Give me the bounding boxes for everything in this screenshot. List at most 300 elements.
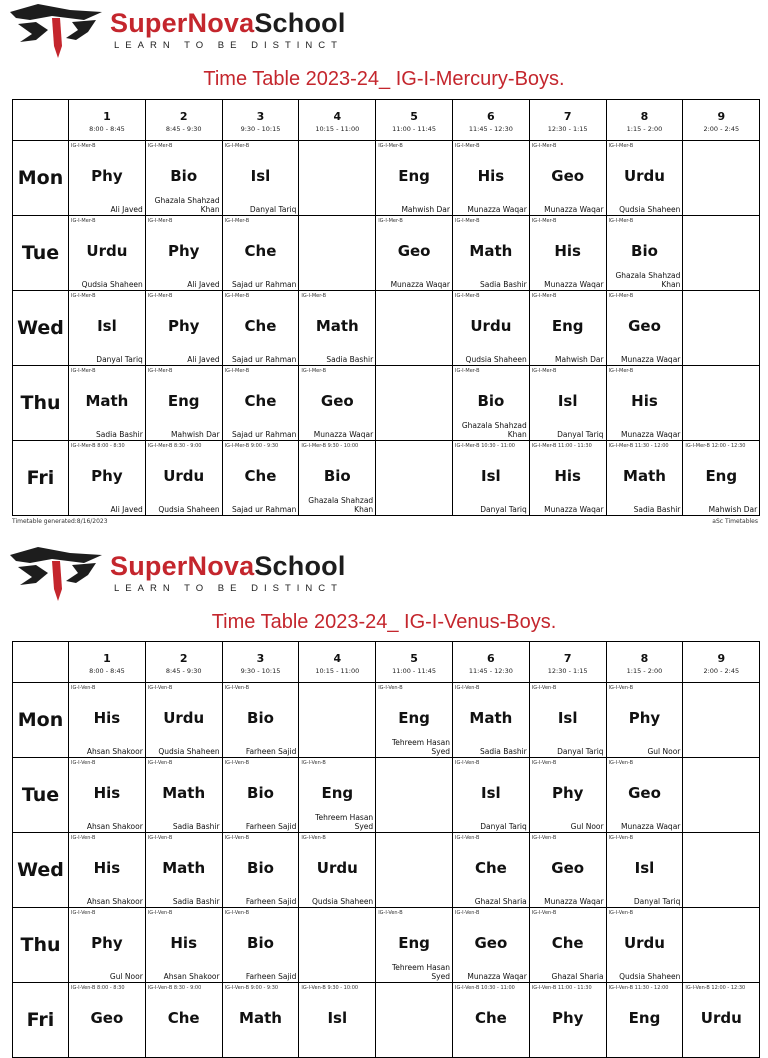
lesson-cell xyxy=(376,983,453,1058)
corner-cell xyxy=(13,642,69,683)
period-number: 3 xyxy=(256,110,265,123)
lesson-subject: Eng xyxy=(398,934,430,952)
lesson-teacher: Danyal Tariq xyxy=(480,505,527,514)
day-row xyxy=(13,291,760,366)
lesson-code: IG-I-Ven-B xyxy=(147,760,173,766)
lesson-code: IG-I-Mer-B xyxy=(531,293,557,299)
lesson-cell xyxy=(69,366,146,441)
lesson-subject: Urdu xyxy=(623,167,665,185)
lesson-subject: Phy xyxy=(551,1009,584,1027)
lesson-cell xyxy=(222,291,299,366)
lesson-code: IG-I-Mer-B 11:30 - 12:00 xyxy=(608,443,669,449)
lesson-code: IG-I-Mer-B xyxy=(378,143,403,149)
lesson-code: IG-I-Ven-B xyxy=(454,835,480,841)
lesson-cell xyxy=(529,683,606,758)
lesson-subject: Che xyxy=(474,1009,507,1027)
lesson-code: IG-I-Ven-B 9:00 - 9:30 xyxy=(224,985,279,991)
lesson-cell xyxy=(683,366,760,441)
period-header xyxy=(145,642,222,683)
lesson-code: IG-I-Mer-B xyxy=(608,293,634,299)
lesson-code: IG-I-Mer-B xyxy=(454,368,480,374)
lesson-code: IG-I-Ven-B xyxy=(301,760,326,766)
lesson-cell xyxy=(683,683,760,758)
period-time: 12:30 - 1:15 xyxy=(547,667,588,675)
lesson-cell xyxy=(222,833,299,908)
lesson-teacher: Sadia Bashir xyxy=(326,355,374,364)
lesson-teacher: Sadia Bashir xyxy=(172,822,220,831)
lesson-teacher: Munazza Waqar xyxy=(544,280,604,289)
lesson-subject: Bio xyxy=(631,242,658,260)
lesson-cell xyxy=(452,758,529,833)
day-row xyxy=(13,683,760,758)
timetable-section-venus xyxy=(0,543,768,1031)
timetable-grid xyxy=(12,99,760,516)
lesson-teacher: Munazza Waqar xyxy=(390,280,450,289)
lesson-subject: Isl xyxy=(327,1009,348,1027)
lesson-code: IG-I-Ven-B xyxy=(71,760,96,766)
lesson-teacher: Ahsan Shakoor xyxy=(86,747,143,756)
lesson-code: IG-I-Ven-B xyxy=(531,760,557,766)
lesson-cell xyxy=(145,758,222,833)
lesson-cell xyxy=(529,291,606,366)
lesson-cell xyxy=(376,291,453,366)
lesson-cell xyxy=(683,291,760,366)
lesson-code: IG-I-Ven-B xyxy=(378,685,403,691)
period-time: 1:15 - 2:00 xyxy=(626,125,663,133)
lesson-code: IG-I-Mer-B xyxy=(608,218,634,224)
lesson-code: IG-I-Ven-B 11:00 - 11:30 xyxy=(531,985,592,991)
lesson-teacher: Farheen Sajid xyxy=(245,972,297,981)
lesson-code: IG-I-Ven-B 8:00 - 8:30 xyxy=(71,985,125,991)
lesson-subject: Urdu xyxy=(700,1009,742,1027)
period-number: 2 xyxy=(179,652,188,665)
lesson-subject: Math xyxy=(162,859,206,877)
lesson-cell xyxy=(529,908,606,983)
period-time: 2:00 - 2:45 xyxy=(703,125,740,133)
lesson-code: IG-I-Ven-B xyxy=(71,835,96,841)
day-label: Mon xyxy=(13,141,69,216)
lesson-cell xyxy=(145,908,222,983)
lesson-code: IG-I-Ven-B xyxy=(224,685,250,691)
lesson-cell xyxy=(145,983,222,1058)
lesson-cell xyxy=(606,141,683,216)
lesson-subject: Bio xyxy=(247,859,274,877)
lesson-teacher: Ahsan Shakoor xyxy=(86,822,143,831)
lesson-cell xyxy=(299,983,376,1058)
period-time: 8:00 - 8:45 xyxy=(89,125,125,133)
timetable-grid xyxy=(12,641,760,1058)
lesson-cell xyxy=(376,441,453,516)
lesson-subject: His xyxy=(93,709,121,727)
lesson-code: IG-I-Ven-B xyxy=(531,835,557,841)
lesson-code: IG-I-Mer-B xyxy=(608,143,634,149)
supernova-logo-icon xyxy=(8,0,104,60)
day-row xyxy=(13,441,760,516)
period-time: 10:15 - 11:00 xyxy=(315,667,360,675)
lesson-subject: Eng xyxy=(551,317,584,335)
lesson-subject: Geo xyxy=(90,1009,124,1027)
lesson-code: IG-I-Ven-B xyxy=(224,835,250,841)
lesson-subject: Math xyxy=(315,317,359,335)
lesson-cell xyxy=(529,366,606,441)
lesson-teacher: Munazza Waqar xyxy=(620,355,681,364)
lesson-cell xyxy=(529,983,606,1058)
lesson-teacher: Ali Javed xyxy=(187,355,220,364)
lesson-subject: Urdu xyxy=(470,317,512,335)
lesson-cell xyxy=(69,141,146,216)
period-number: 1 xyxy=(103,110,111,123)
lesson-subject: Math xyxy=(469,242,513,260)
lesson-subject: His xyxy=(631,392,658,410)
period-header xyxy=(529,642,606,683)
lesson-cell xyxy=(299,216,376,291)
lesson-subject: Eng xyxy=(398,709,430,727)
school-brand-name: SuperNovaSchool xyxy=(110,551,346,581)
lesson-subject: Phy xyxy=(551,784,584,802)
lesson-code: IG-I-Ven-B xyxy=(147,910,173,916)
period-number: 6 xyxy=(487,110,495,123)
lesson-cell xyxy=(452,216,529,291)
lesson-code: IG-I-Mer-B 10:30 - 11:00 xyxy=(454,443,515,449)
period-header xyxy=(376,642,453,683)
lesson-cell xyxy=(606,983,683,1058)
lesson-teacher: Sadia Bashir xyxy=(633,505,681,514)
lesson-teacher: Mahwish Dar xyxy=(171,430,220,439)
lesson-subject: Math xyxy=(469,709,513,727)
lesson-teacher: Ghazala Shahzad Khan xyxy=(461,421,527,439)
lesson-subject: Eng xyxy=(398,167,430,185)
day-label: Fri xyxy=(13,441,69,516)
period-number: 5 xyxy=(410,652,418,665)
lesson-teacher: Sadia Bashir xyxy=(480,280,527,289)
lesson-code: IG-I-Mer-B 9:00 - 9:30 xyxy=(224,443,279,449)
lesson-subject: His xyxy=(477,167,505,185)
period-time: 11:00 - 11:45 xyxy=(392,125,437,133)
timetable-title: Time Table 2023-24_ IG-I-Venus-Boys. xyxy=(211,611,557,633)
lesson-teacher: Ghazala Shahzad Khan xyxy=(154,196,220,214)
lesson-code: IG-I-Mer-B xyxy=(531,368,557,374)
lesson-cell xyxy=(606,216,683,291)
lesson-teacher: Farheen Sajid xyxy=(245,747,297,756)
lesson-cell xyxy=(222,758,299,833)
lesson-cell xyxy=(145,833,222,908)
period-header xyxy=(222,642,299,683)
lesson-teacher: Mahwish Dar xyxy=(555,355,604,364)
lesson-cell xyxy=(69,441,146,516)
lesson-subject: Bio xyxy=(247,784,274,802)
lesson-cell xyxy=(145,366,222,441)
period-header-row xyxy=(13,642,760,683)
lesson-teacher: Munazza Waqar xyxy=(620,430,681,439)
period-number: 4 xyxy=(333,110,342,123)
lesson-code: IG-I-Mer-B xyxy=(454,143,480,149)
lesson-code: IG-I-Mer-B xyxy=(71,143,96,149)
lesson-teacher: Gul Noor xyxy=(570,822,604,831)
lesson-subject: Isl xyxy=(557,392,578,410)
lesson-subject: Geo xyxy=(551,167,585,185)
lesson-code: IG-I-Mer-B 9:30 - 10:00 xyxy=(301,443,359,449)
lesson-subject: His xyxy=(93,784,121,802)
lesson-cell xyxy=(69,758,146,833)
lesson-code: IG-I-Ven-B xyxy=(608,835,634,841)
lesson-code: IG-I-Ven-B xyxy=(454,910,480,916)
lesson-cell xyxy=(683,983,760,1058)
lesson-teacher: Gul Noor xyxy=(109,972,143,981)
day-row xyxy=(13,366,760,441)
lesson-teacher: Sajad ur Rahman xyxy=(231,355,297,364)
period-time: 12:30 - 1:15 xyxy=(547,125,588,133)
lesson-cell xyxy=(376,833,453,908)
lesson-code: IG-I-Ven-B xyxy=(531,910,557,916)
lesson-cell xyxy=(529,216,606,291)
lesson-cell xyxy=(683,441,760,516)
lesson-code: IG-I-Ven-B xyxy=(608,760,634,766)
lesson-subject: Math xyxy=(239,1009,282,1027)
lesson-cell xyxy=(222,983,299,1058)
lesson-cell xyxy=(683,141,760,216)
period-header xyxy=(606,100,683,141)
lesson-cell xyxy=(452,908,529,983)
lesson-subject: Isl xyxy=(250,167,271,185)
lesson-teacher: Sadia Bashir xyxy=(96,430,143,439)
lesson-teacher: Gul Noor xyxy=(647,747,681,756)
lesson-subject: His xyxy=(554,242,581,260)
footer-generated: Timetable generated:8/16/2023 xyxy=(12,518,108,525)
lesson-teacher: Mahwish Dar xyxy=(708,505,758,514)
period-time: 11:00 - 11:45 xyxy=(392,667,437,675)
lesson-teacher: Mahwish Dar xyxy=(401,205,450,214)
lesson-cell xyxy=(222,141,299,216)
lesson-cell xyxy=(69,833,146,908)
lesson-cell xyxy=(529,758,606,833)
school-brand-name: SuperNovaSchool xyxy=(110,8,346,38)
lesson-cell xyxy=(606,683,683,758)
lesson-code: IG-I-Ven-B xyxy=(224,910,250,916)
period-time: 8:45 - 9:30 xyxy=(165,125,202,133)
lesson-teacher: Qudsia Shaheen xyxy=(619,972,681,981)
timetable-title: Time Table 2023-24_ IG-I-Mercury-Boys. xyxy=(203,68,565,90)
lesson-subject: Eng xyxy=(628,1009,661,1027)
lesson-subject: Che xyxy=(167,1009,200,1027)
lesson-teacher: Sajad ur Rahman xyxy=(231,430,297,439)
period-header xyxy=(606,642,683,683)
lesson-code: IG-I-Ven-B xyxy=(147,835,173,841)
period-time: 1:15 - 2:00 xyxy=(626,667,663,675)
lesson-code: IG-I-Mer-B xyxy=(71,293,96,299)
lesson-cell xyxy=(299,833,376,908)
day-label: Thu xyxy=(13,366,69,441)
lesson-code: IG-I-Mer-B xyxy=(531,218,557,224)
lesson-subject: Bio xyxy=(170,167,198,185)
day-row xyxy=(13,141,760,216)
lesson-cell xyxy=(683,833,760,908)
lesson-teacher: Danyal Tariq xyxy=(557,747,604,756)
lesson-code: IG-I-Mer-B xyxy=(301,368,327,374)
lesson-cell xyxy=(69,291,146,366)
lesson-subject: His xyxy=(93,859,121,877)
lesson-teacher: Qudsia Shaheen xyxy=(158,747,220,756)
period-number: 8 xyxy=(640,652,649,665)
lesson-cell xyxy=(69,216,146,291)
lesson-code: IG-I-Mer-B xyxy=(224,368,250,374)
lesson-cell xyxy=(222,216,299,291)
day-label: Thu xyxy=(13,908,69,983)
lesson-cell xyxy=(529,141,606,216)
lesson-subject: Che xyxy=(244,392,277,410)
lesson-teacher: Tehreem Hasan Syed xyxy=(391,738,450,756)
school-header xyxy=(8,0,388,60)
lesson-cell xyxy=(606,291,683,366)
lesson-subject: Eng xyxy=(705,467,738,485)
lesson-subject: Math xyxy=(85,392,129,410)
period-time: 2:00 - 2:45 xyxy=(703,667,740,675)
lesson-code: IG-I-Ven-B xyxy=(608,685,634,691)
lesson-cell xyxy=(376,758,453,833)
lesson-teacher: Munazza Waqar xyxy=(467,972,527,981)
lesson-subject: Geo xyxy=(397,242,431,260)
period-number: 4 xyxy=(333,652,342,665)
lesson-code: IG-I-Mer-B xyxy=(71,368,96,374)
lesson-teacher: Munazza Waqar xyxy=(467,205,527,214)
lesson-teacher: Munazza Waqar xyxy=(544,505,604,514)
lesson-cell xyxy=(452,366,529,441)
period-header xyxy=(69,100,146,141)
lesson-teacher: Qudsia Shaheen xyxy=(81,280,143,289)
lesson-cell xyxy=(452,441,529,516)
day-label: Tue xyxy=(13,216,69,291)
lesson-teacher: Ahsan Shakoor xyxy=(86,897,143,906)
period-header xyxy=(222,100,299,141)
lesson-teacher: Munazza Waqar xyxy=(544,897,604,906)
day-row xyxy=(13,216,760,291)
period-number: 9 xyxy=(717,652,726,665)
lesson-cell xyxy=(69,983,146,1058)
period-header xyxy=(69,642,146,683)
lesson-subject: Phy xyxy=(91,467,123,485)
day-row xyxy=(13,983,760,1058)
period-time: 8:45 - 9:30 xyxy=(165,667,202,675)
lesson-subject: His xyxy=(170,934,197,952)
period-time: 11:45 - 12:30 xyxy=(468,667,513,675)
lesson-teacher: Munazza Waqar xyxy=(544,205,604,214)
lesson-subject: Urdu xyxy=(163,709,205,727)
lesson-code: IG-I-Ven-B 10:30 - 11:00 xyxy=(454,985,515,991)
lesson-code: IG-I-Mer-B xyxy=(224,293,250,299)
lesson-teacher: Tehreem Hasan Syed xyxy=(391,963,450,981)
lesson-code: IG-I-Mer-B 12:00 - 12:30 xyxy=(685,443,746,449)
lesson-code: IG-I-Ven-B xyxy=(71,910,96,916)
lesson-teacher: Farheen Sajid xyxy=(245,822,297,831)
lesson-subject: Geo xyxy=(628,317,661,335)
lesson-subject: Isl xyxy=(557,709,578,727)
lesson-teacher: Qudsia Shaheen xyxy=(619,205,681,214)
lesson-subject: Bio xyxy=(247,709,274,727)
lesson-cell xyxy=(299,366,376,441)
lesson-cell xyxy=(606,441,683,516)
lesson-teacher: Tehreem Hasan Syed xyxy=(315,813,374,831)
day-row xyxy=(13,908,760,983)
lesson-subject: Bio xyxy=(247,934,274,952)
lesson-teacher: Ali Javed xyxy=(110,205,143,214)
lesson-code: IG-I-Mer-B xyxy=(224,218,250,224)
lesson-teacher: Ali Javed xyxy=(187,280,220,289)
lesson-cell xyxy=(145,291,222,366)
lesson-code: IG-I-Ven-B xyxy=(301,835,326,841)
school-tagline: LEARN TO BE DISTINCT xyxy=(114,40,343,51)
lesson-subject: Math xyxy=(162,784,206,802)
day-row xyxy=(13,758,760,833)
lesson-code: IG-I-Mer-B 8:00 - 8:30 xyxy=(71,443,125,449)
period-number: 3 xyxy=(256,652,265,665)
lesson-subject: His xyxy=(554,467,581,485)
lesson-teacher: Danyal Tariq xyxy=(633,897,681,906)
lesson-teacher: Qudsia Shaheen xyxy=(311,897,374,906)
lesson-code: IG-I-Ven-B xyxy=(224,760,250,766)
day-label: Wed xyxy=(13,291,69,366)
lesson-teacher: Sadia Bashir xyxy=(172,897,220,906)
lesson-subject: Eng xyxy=(167,392,200,410)
lesson-code: IG-I-Ven-B xyxy=(378,910,403,916)
lesson-subject: Che xyxy=(244,317,277,335)
period-time: 10:15 - 11:00 xyxy=(315,125,360,133)
period-header xyxy=(376,100,453,141)
lesson-code: IG-I-Ven-B xyxy=(454,760,480,766)
lesson-code: IG-I-Mer-B xyxy=(147,368,173,374)
lesson-teacher: Sadia Bashir xyxy=(480,747,527,756)
lesson-cell xyxy=(376,216,453,291)
lesson-subject: Che xyxy=(244,467,277,485)
lesson-cell xyxy=(145,683,222,758)
lesson-code: IG-I-Mer-B xyxy=(378,218,403,224)
lesson-teacher: Ghazal Sharia xyxy=(551,972,604,981)
lesson-teacher: Munazza Waqar xyxy=(313,430,374,439)
lesson-code: IG-I-Mer-B xyxy=(147,143,173,149)
lesson-teacher: Danyal Tariq xyxy=(249,205,297,214)
day-label: Wed xyxy=(13,833,69,908)
day-row xyxy=(13,833,760,908)
lesson-subject: Phy xyxy=(628,709,661,727)
lesson-teacher: Ghazal Sharia xyxy=(474,897,527,906)
lesson-cell xyxy=(222,683,299,758)
period-header xyxy=(299,100,376,141)
lesson-code: IG-I-Mer-B xyxy=(147,218,173,224)
lesson-subject: Isl xyxy=(97,317,117,335)
lesson-cell xyxy=(452,833,529,908)
period-number: 6 xyxy=(487,652,495,665)
lesson-teacher: Danyal Tariq xyxy=(557,430,604,439)
lesson-subject: Isl xyxy=(481,467,501,485)
lesson-cell xyxy=(299,683,376,758)
lesson-subject: Bio xyxy=(477,392,505,410)
lesson-teacher: Danyal Tariq xyxy=(96,355,143,364)
lesson-code: IG-I-Mer-B 8:30 - 9:00 xyxy=(147,443,202,449)
lesson-cell xyxy=(299,908,376,983)
lesson-cell xyxy=(69,908,146,983)
lesson-subject: Geo xyxy=(628,784,661,802)
period-header xyxy=(529,100,606,141)
lesson-code: IG-I-Ven-B 9:30 - 10:00 xyxy=(301,985,359,991)
lesson-subject: Isl xyxy=(481,784,501,802)
lesson-cell xyxy=(452,683,529,758)
lesson-subject: Urdu xyxy=(86,242,128,260)
lesson-cell xyxy=(69,683,146,758)
lesson-teacher: Sajad ur Rahman xyxy=(231,280,297,289)
lesson-cell xyxy=(606,833,683,908)
lesson-cell xyxy=(376,908,453,983)
lesson-code: IG-I-Ven-B xyxy=(608,910,634,916)
period-time: 9:30 - 10:15 xyxy=(240,667,281,675)
lesson-cell xyxy=(145,141,222,216)
